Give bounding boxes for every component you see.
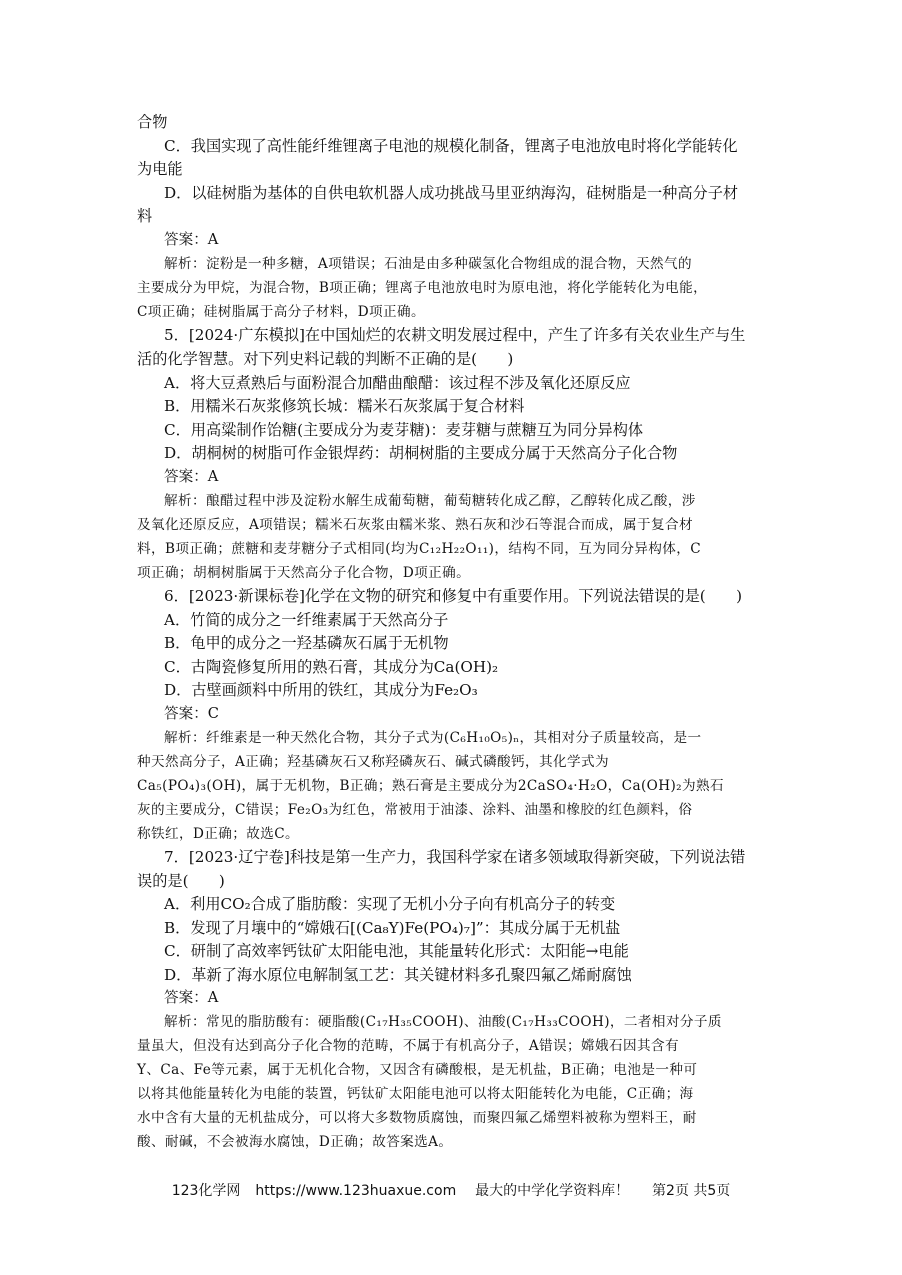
text-line: 合物 — [137, 113, 168, 131]
solution-line: 水中含有大量的无机盐成分，可以将大多数物质腐蚀，而聚四氟乙烯塑料被称为塑料王，耐 — [137, 1110, 697, 1126]
footer-url[interactable]: https://www.123huaxue.com — [255, 1183, 457, 1199]
answer-line: 答案：A — [164, 231, 219, 248]
page-number: 第2页 共5页 — [652, 1183, 731, 1199]
option-c: C．用高粱制作饴糖(主要成分为麦芽糖)：麦芽糖与蔗糖互为同分异构体 — [164, 421, 644, 439]
answer-line: 答案：A — [164, 989, 219, 1006]
option-a: A．竹简的成分之一纤维素属于天然高分子 — [164, 611, 449, 629]
solution-line: 以将其他能量转化为电能的装置，钙钛矿太阳能电池可以将太阳能转化为电能，C正确；海 — [137, 1086, 694, 1102]
solution-line: 主要成分为甲烷，为混合物，B项正确；锂离子电池放电时为原电池，将化学能转化为电能， — [137, 280, 708, 296]
question-6: 6．[2023·新课标卷]化学在文物的研究和修复中有重要作用。下列说法错误的是( ) — [164, 587, 743, 605]
solution-line: 项正确；胡桐树脂属于天然高分子化合物，D项正确。 — [137, 565, 471, 581]
text-line: 料 — [137, 207, 153, 225]
option-c: C．古陶瓷修复所用的熟石膏，其成分为Ca(OH)₂ — [164, 658, 499, 676]
solution-line: 种天然高分子，A正确；羟基磷灰石又称羟磷灰石、碱式磷酸钙，其化学式为 — [137, 754, 610, 770]
solution-line: C项正确；硅树脂属于高分子材料，D项正确。 — [137, 304, 425, 320]
option-d: D．革新了海水原位电解制氢工艺：其关键材料多孔聚四氟乙烯耐腐蚀 — [164, 966, 632, 984]
text-line: 为电能 — [137, 160, 183, 178]
solution-line: 称铁红，D正确；故选C。 — [137, 826, 300, 842]
option-a: A．将大豆煮熟后与面粉混合加醋曲酿醋：该过程不涉及氧化还原反应 — [164, 374, 631, 392]
solution-line: 解析：酿醋过程中涉及淀粉水解生成葡萄糖，葡萄糖转化成乙醇，乙醇转化成乙酸，涉 — [164, 493, 696, 509]
option-b: B．发现了月壤中的“嫦娥石[(Ca₈Y)Fe(PO₄)₇]”：其成分属于无机盐 — [164, 919, 621, 937]
option-c: C．我国实现了高性能纤维锂离子电池的规模化制备，锂离子电池放电时将化学能转化 — [164, 137, 738, 155]
option-d: D．古壁画颜料中所用的铁红，其成分为Fe₂O₃ — [164, 681, 478, 699]
solution-line: 酸、耐碱，不会被海水腐蚀，D正确；故答案选A。 — [137, 1134, 453, 1150]
answer-line: 答案：C — [164, 705, 219, 722]
solution-line: 灰的主要成分，C错误；Fe₂O₃为红色，常被用于油漆、涂料、油墨和橡胶的红色颜料，俗 — [137, 802, 693, 818]
answer-line: 答案：A — [164, 468, 219, 485]
question-7: 7．[2023·辽宁卷]科技是第一生产力，我国科学家在诸多领域取得新突破，下列说法错 — [164, 848, 746, 866]
option-d: D．胡桐树的树脂可作金银焊药：胡桐树脂的主要成分属于天然高分子化合物 — [164, 444, 678, 462]
footer-site: 123化学网 — [171, 1183, 241, 1199]
option-d: D．以硅树脂为基体的自供电软机器人成功挑战马里亚纳海沟，硅树脂是一种高分子材 — [164, 184, 739, 202]
question-5: 5．[2024·广东模拟]在中国灿烂的农耕文明发展过程中，产生了许多有关农业生产与生 — [164, 326, 746, 344]
solution-line: 量虽大，但没有达到高分子化合物的范畴，不属于有机高分子，A错误；嫦娥石因其含有 — [137, 1038, 679, 1054]
option-c: C．研制了高效率钙钛矿太阳能电池，其能量转化形式：太阳能→电能 — [164, 942, 629, 960]
option-b: B．龟甲的成分之一羟基磷灰石属于无机物 — [164, 634, 449, 652]
solution-line: 解析：淀粉是一种多糖，A项错误；石油是由多种碳氢化合物组成的混合物，天然气的 — [164, 256, 692, 272]
solution-line: Y、Ca、Fe等元素，属于无机化合物，又因含有磷酸根，是无机盐，B正确；电池是一种可 — [137, 1062, 698, 1078]
page-footer — [0, 1180, 902, 1200]
solution-line: 及氧化还原反应，A项错误；糯米石灰浆由糯米浆、熟石灰和沙石等混合而成，属于复合材 — [137, 517, 693, 533]
text-line: 误的是( ) — [137, 872, 225, 890]
option-b: B．用糯米石灰浆修筑长城：糯米石灰浆属于复合材料 — [164, 397, 525, 415]
footer-slogan: 最大的中学化学资料库！ — [475, 1183, 630, 1199]
text-line: 活的化学智慧。对下列史料记载的判断不正确的是( ) — [137, 350, 514, 368]
option-a: A．利用CO₂合成了脂肪酸：实现了无机小分子向有机高分子的转变 — [164, 895, 616, 913]
solution-line: 解析：纤维素是一种天然化合物，其分子式为(C₆H₁₀O₅)ₙ，其相对分子质量较高，是一 — [164, 730, 702, 746]
solution-line: 解析：常见的脂肪酸有：硬脂酸(C₁₇H₃₅COOH)、油酸(C₁₇H₃₃COOH)，二者相对分子质 — [164, 1014, 722, 1030]
solution-line: 料，B项正确；蔗糖和麦芽糖分子式相同(均为C₁₂H₂₂O₁₁)，结构不同，互为同分异构体，C — [137, 541, 702, 557]
solution-line: Ca₅(PO₄)₃(OH)，属于无机物，B正确；熟石膏是主要成分为2CaSO₄·H₂O，Ca(OH)₂为熟石 — [137, 778, 724, 794]
